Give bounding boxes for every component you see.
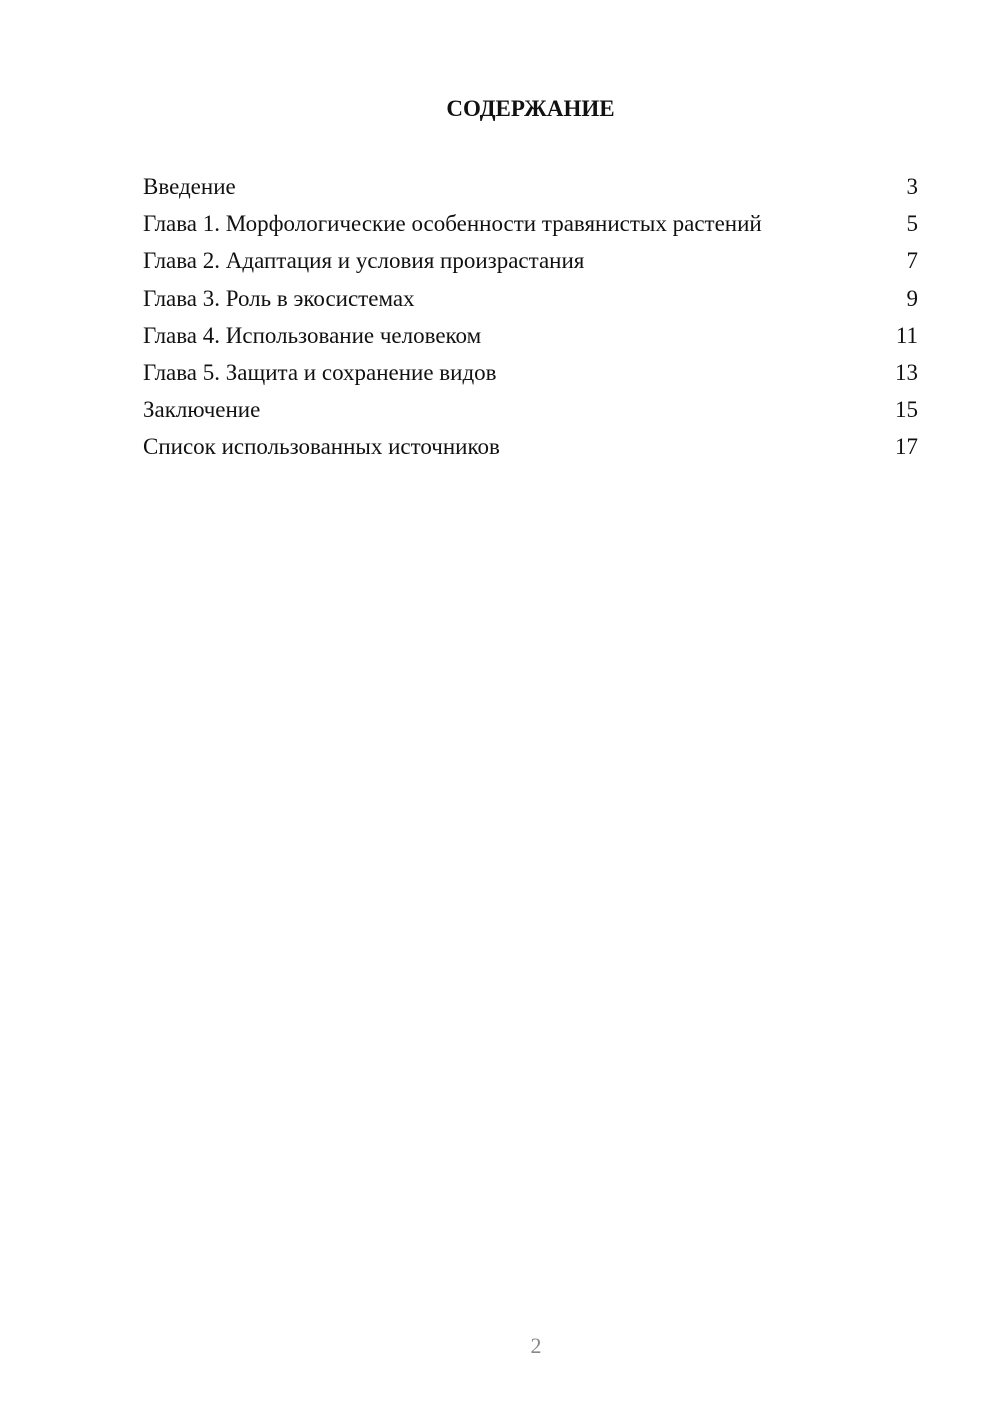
table-of-contents bbox=[143, 168, 918, 466]
toc-entry-label: Заключение bbox=[143, 397, 261, 423]
toc-entry-page: 5 bbox=[906, 211, 918, 237]
toc-entry-label: Глава 4. Использование человеком bbox=[143, 322, 482, 348]
toc-entry-page: 11 bbox=[895, 322, 918, 348]
toc-entry-chapter-5 bbox=[143, 354, 918, 391]
toc-entry-chapter-2 bbox=[143, 242, 918, 279]
toc-entry-label: Глава 1. Морфологические особенности травянистых растений bbox=[143, 211, 762, 237]
toc-entry-references bbox=[143, 428, 918, 465]
toc-entry-label: Глава 5. Защита и сохранение видов bbox=[143, 359, 497, 385]
toc-entry-page: 3 bbox=[906, 174, 918, 199]
toc-entry-page: 13 bbox=[895, 359, 918, 385]
toc-entry-chapter-3 bbox=[143, 280, 918, 317]
page-number: 2 bbox=[530, 1333, 542, 1358]
toc-entry-page: 9 bbox=[906, 285, 918, 311]
toc-entry-introduction bbox=[143, 168, 918, 205]
toc-heading: СОДЕРЖАНИЕ bbox=[446, 96, 615, 121]
toc-entry-label: Введение bbox=[143, 174, 236, 199]
toc-entry-page: 15 bbox=[895, 397, 918, 423]
toc-entry-chapter-1 bbox=[143, 205, 918, 242]
toc-entry-label: Список использованных источников bbox=[143, 434, 500, 460]
toc-entry-chapter-4 bbox=[143, 317, 918, 354]
toc-entry-page: 7 bbox=[906, 248, 918, 274]
toc-entry-label: Глава 2. Адаптация и условия произрастания bbox=[143, 248, 585, 274]
toc-entry-conclusion bbox=[143, 391, 918, 428]
toc-entry-label: Глава 3. Роль в экосистемах bbox=[143, 285, 415, 311]
toc-entry-page: 17 bbox=[895, 434, 918, 460]
